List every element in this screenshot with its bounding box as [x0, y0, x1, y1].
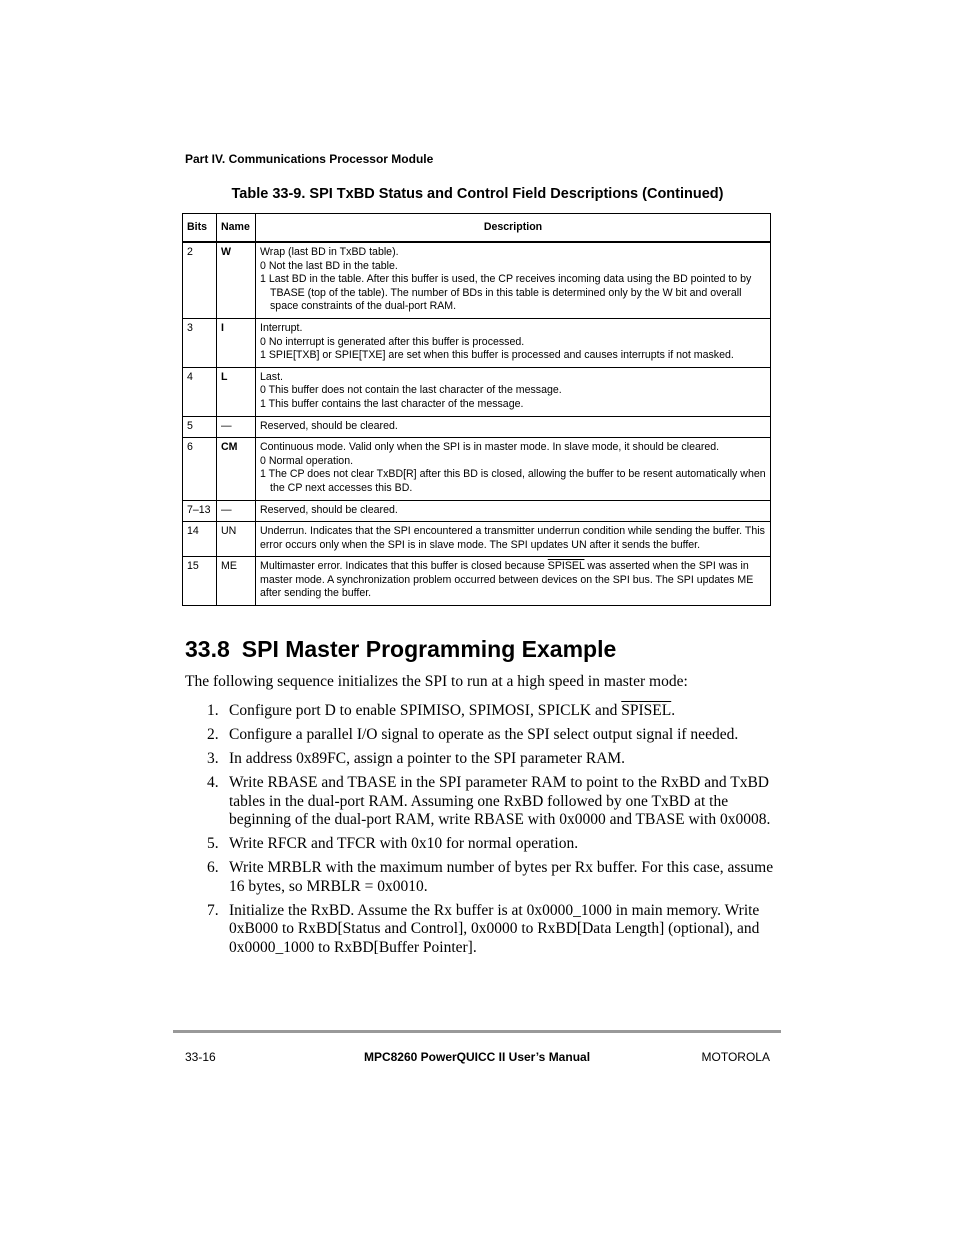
cell-name: CM: [217, 438, 256, 500]
step-text: Configure port D to enable SPIMISO, SPIMOSI, SPICLK and: [229, 702, 622, 719]
cell-bits: 3: [183, 318, 217, 367]
step-number: 7.: [207, 901, 219, 919]
table-title: Table 33-9. SPI TxBD Status and Control Field Descriptions (Continued): [231, 186, 724, 202]
cell-bits: 6: [183, 438, 217, 500]
list-item: [185, 859, 775, 896]
section-number: 33.8: [185, 636, 230, 662]
step-number: 3.: [207, 750, 219, 767]
step-number: 6.: [207, 859, 219, 876]
desc-line: 0 Normal operation.: [260, 454, 354, 467]
cell-bits: 14: [183, 522, 217, 557]
cell-bits: 5: [183, 416, 217, 438]
table-header-row: [183, 214, 771, 243]
cell-description: [256, 242, 771, 318]
desc-line: Last.: [260, 370, 283, 383]
step-text: Initialize the RxBD. Assume the Rx buffer is at 0x0000_1000 in main memory. Write 0xB000 to RxBD[Status and Control], 0x0000 to RxBD[Data Length] (optional), and 0x0000_1000 to RxBD[Buffer Pointer].: [229, 901, 760, 956]
list-item: [185, 750, 775, 769]
cell-name: L: [217, 367, 256, 416]
list-item: [185, 702, 775, 721]
intro-paragraph: The following sequence initializes the SPI to run at a high speed in master mode:: [185, 673, 688, 690]
step-number: 1.: [207, 702, 219, 719]
header-bits: Bits: [183, 214, 217, 243]
desc-line: Continuous mode. Valid only when the SPI is in master mode. In slave mode, it should be cleared.: [260, 441, 720, 454]
cell-bits: 7–13: [183, 500, 217, 522]
cell-name: UN: [217, 522, 256, 557]
field-description-table: [182, 213, 771, 606]
table-row: [183, 557, 771, 606]
table-row: [183, 500, 771, 522]
desc-line: 1 Last BD in the table. After this buffer is used, the CP receives incoming data using the BD pointed to by TBASE (top of the table). The number of BDs in this table is determined only by the W bit and overall space constraints of the dual-port RAM.: [260, 273, 752, 313]
manual-title: MPC8260 PowerQUICC II User’s Manual: [363, 1050, 591, 1064]
cell-description: [256, 416, 771, 438]
header-description: Description: [256, 214, 771, 243]
cell-name: —: [217, 416, 256, 438]
footer-divider: [173, 1030, 781, 1033]
table-row: [183, 242, 771, 318]
cell-description: [256, 367, 771, 416]
cell-description: [256, 557, 771, 606]
desc-line: 1 This buffer contains the last character of the message.: [260, 397, 524, 410]
cell-name: ME: [217, 557, 256, 606]
cell-name: I: [217, 318, 256, 367]
steps-list: [185, 702, 775, 963]
cell-description: [256, 500, 771, 522]
section-title: SPI Master Programming Example: [241, 636, 617, 662]
list-item: [185, 902, 775, 958]
header-name: Name: [217, 214, 256, 243]
desc-line: Underrun. Indicates that the SPI encountered a transmitter underrun condition while sending the buffer. This error occurs only when the SPI is in slave mode. The SPI updates UN after it sends the buffer.: [260, 525, 765, 551]
desc-line: Reserved, should be cleared.: [260, 419, 398, 432]
desc-line: Wrap (last BD in TxBD table).: [260, 246, 399, 258]
desc-text: Multimaster error. Indicates that this buffer is closed because: [260, 560, 548, 573]
table-row: [183, 367, 771, 416]
running-head: Part IV. Communications Processor Module: [185, 152, 434, 166]
section-heading: [185, 636, 616, 663]
spisel-signal: SPISEL: [621, 702, 672, 719]
cell-description: [256, 522, 771, 557]
cell-bits: 15: [183, 557, 217, 606]
list-item: [185, 774, 775, 830]
step-number: 4.: [207, 774, 219, 791]
step-text: Write RBASE and TBASE in the SPI parameter RAM to point to the RxBD and TxBD tables in the dual-port RAM. Assuming one RxBD followed by one TxBD at the beginning of the dual-port RAM, write RBASE with 0x0000 and TBASE with 0x0008.: [229, 774, 771, 828]
list-item: [185, 726, 775, 745]
page-number: 33-16: [185, 1050, 216, 1064]
cell-name: W: [217, 242, 256, 318]
company-name: MOTOROLA: [701, 1050, 770, 1064]
table-row: [183, 522, 771, 557]
step-number: 2.: [207, 726, 219, 743]
desc-line: 0 No interrupt is generated after this buffer is processed.: [260, 335, 525, 348]
desc-line: Reserved, should be cleared.: [260, 503, 398, 516]
table-row: [183, 318, 771, 367]
step-text: Configure a parallel I/O signal to operate as the SPI select output signal if needed.: [229, 726, 739, 743]
step-text: Write MRBLR with the maximum number of bytes per Rx buffer. For this case, assume 16 bytes, so MRBLR = 0x0010.: [229, 859, 774, 895]
cell-bits: 2: [183, 242, 217, 318]
step-text: .: [671, 702, 676, 719]
desc-line: 0 Not the last BD in the table.: [260, 259, 398, 272]
step-text: Write RFCR and TFCR with 0x10 for normal operation.: [229, 835, 579, 852]
list-item: [185, 835, 775, 854]
cell-bits: 4: [183, 367, 217, 416]
spisel-signal: SPISEL: [547, 560, 585, 573]
cell-description: [256, 438, 771, 500]
desc-line: 0 This buffer does not contain the last character of the message.: [260, 384, 562, 397]
table-row: [183, 438, 771, 500]
step-number: 5.: [207, 835, 219, 852]
desc-line: Interrupt.: [260, 321, 303, 334]
cell-name: —: [217, 500, 256, 522]
desc-line: 1 The CP does not clear TxBD[R] after this BD is closed, allowing the buffer to be resent automatically when the CP next accesses this BD.: [260, 468, 766, 494]
step-text: In address 0x89FC, assign a pointer to the SPI parameter RAM.: [229, 750, 626, 767]
cell-description: [256, 318, 771, 367]
desc-text: was asserted when the SPI was in master mode. A synchronization problem occurred between devices on the SPI bus. The SPI updates ME after sending the buffer.: [260, 560, 754, 600]
table-row: [183, 416, 771, 438]
desc-line: 1 SPIE[TXB] or SPIE[TXE] are set when this buffer is processed and causes interrupts if not masked.: [260, 349, 734, 362]
